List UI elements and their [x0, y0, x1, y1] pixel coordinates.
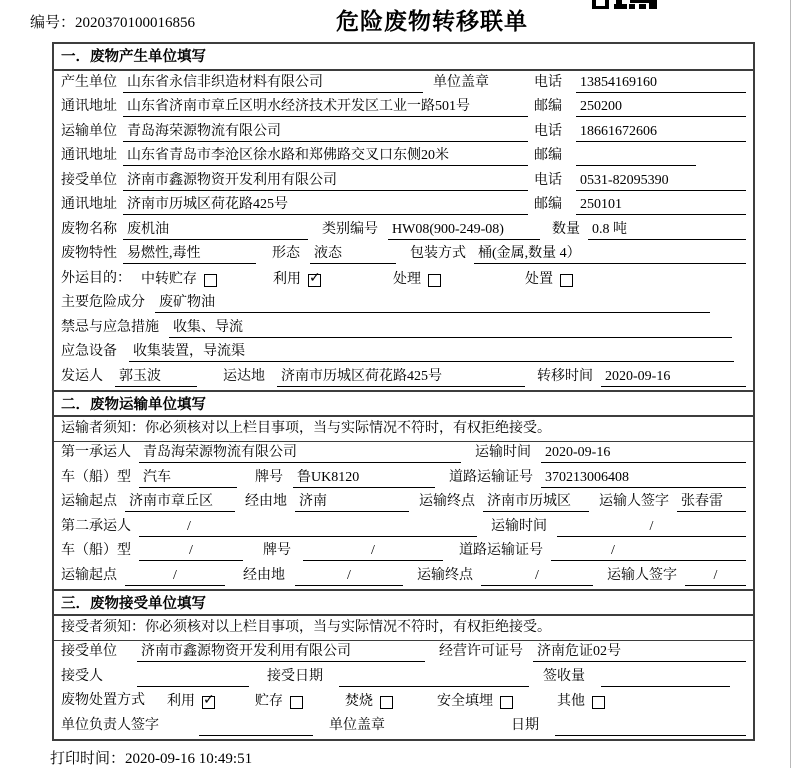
- carrier-signature-label: 运输人签字: [607, 567, 677, 583]
- route-start-label: 运输起点: [61, 494, 117, 509]
- transport-unit-value: 青岛海荣源物流有限公司: [123, 123, 528, 142]
- checkbox-icon: [428, 274, 441, 287]
- transport-time-value: /: [557, 518, 746, 537]
- dispatcher-label: 发运人: [61, 368, 103, 384]
- disposal-option-landfill: [437, 690, 513, 711]
- option-label: 安全填埋: [437, 694, 493, 709]
- responsible-signature-value: [199, 718, 313, 736]
- vehicle-type-value: /: [139, 542, 243, 561]
- transfer-time-label: 转移时间: [537, 368, 593, 384]
- hazard-component-row: [54, 292, 753, 317]
- received-amount-value: [601, 669, 730, 687]
- address-label: 通讯地址: [61, 148, 117, 163]
- first-carrier-row: [54, 442, 753, 467]
- responsible-signature-row: [54, 714, 753, 739]
- checkbox-icon: [380, 696, 393, 709]
- license-number-value: 济南危证02号: [533, 643, 746, 662]
- waste-traits-label: 废物特性: [61, 246, 117, 261]
- receiver-notice: 接受者须知：你必须核对以上栏目事项，当与实际情况不符时，有权拒绝接受。: [54, 616, 753, 641]
- option-label: 利用: [167, 694, 195, 709]
- purpose-option-dispose: [525, 268, 573, 289]
- producer-address-value: 山东省济南市章丘区明水经济技术开发区工业一路501号: [123, 98, 528, 117]
- emergency-measures-value: 收集、导流: [169, 319, 732, 338]
- print-time-label: 打印时间：: [50, 751, 126, 767]
- serial-label: 编号：: [30, 15, 76, 31]
- waste-traits-value: 易燃性,毒性: [123, 245, 256, 264]
- emergency-measures-label: 禁忌与应急措施: [61, 319, 159, 335]
- unit-seal-label: 单位盖章: [329, 717, 385, 733]
- route-end-label: 运输终点: [417, 567, 473, 583]
- purpose-option-treat: [393, 268, 441, 289]
- route-via-value: 济南: [295, 493, 409, 512]
- emergency-measures-row: [54, 316, 753, 341]
- transfer-time-value: 2020-09-16: [601, 368, 746, 387]
- print-time-value: 2020-09-16 10:49:51: [125, 751, 253, 767]
- section-1-heading: 一．废物产生单位填写: [54, 44, 753, 71]
- checkbox-icon: [592, 696, 605, 709]
- waste-name-value: 废机油: [123, 221, 308, 240]
- license-number-label: 经营许可证号: [439, 644, 523, 659]
- disposal-method-label: 废物处置方式: [61, 693, 145, 708]
- page-right-edge: [790, 0, 791, 768]
- transporter-notice: 运输者须知：你必须核对以上栏目事项，当与实际情况不符时，有权拒绝接受。: [54, 417, 753, 442]
- disposal-option-other: [557, 690, 605, 711]
- route-start-value: /: [125, 567, 225, 586]
- hazard-component-label: 主要危险成分: [61, 295, 145, 310]
- destination-value: 济南市历城区荷花路425号: [277, 368, 525, 387]
- accept-date-value: [339, 669, 529, 687]
- option-label: 贮存: [255, 694, 283, 709]
- received-amount-label: 签收量: [543, 668, 585, 684]
- route-end-value: /: [481, 567, 593, 586]
- section-2-heading: 二．废物运输单位填写: [54, 390, 753, 417]
- responsible-signature-label: 单位负责人签字: [61, 717, 159, 733]
- producer-address-row: [54, 96, 753, 121]
- serial-number: [30, 11, 195, 32]
- qr-code-fragment-icon: [592, 0, 658, 10]
- receiver-unit-row: [54, 169, 753, 194]
- carrier-signature-value: /: [685, 567, 746, 586]
- checkbox-icon: [290, 696, 303, 709]
- purpose-option-transit: [141, 268, 217, 289]
- acceptor-row: [54, 665, 753, 690]
- disposal-option-reuse: [167, 690, 215, 711]
- option-label: 处理: [393, 271, 421, 287]
- plate-number-value: /: [303, 542, 443, 561]
- packaging-value: 桶(金属,数量 4）: [474, 245, 746, 264]
- section-3-heading: 三．废物接受单位填写: [54, 589, 753, 616]
- producer-unit-value: 山东省永信非织造材料有限公司: [123, 74, 423, 93]
- waste-name-label: 废物名称: [61, 221, 117, 237]
- address-label: 通讯地址: [61, 99, 117, 114]
- disposal-option-storage: [255, 690, 303, 711]
- category-code-label: 类别编号: [322, 221, 378, 237]
- producer-zip-value: 250200: [576, 98, 746, 117]
- transport-time-label: 运输时间: [491, 518, 547, 534]
- zip-label: 邮编: [534, 197, 562, 212]
- accept-date-label: 接受日期: [267, 668, 323, 684]
- route-row-1: [54, 491, 753, 516]
- sign-date-value: [555, 718, 746, 736]
- vehicle-row-1: [54, 466, 753, 491]
- second-carrier-value: /: [139, 518, 477, 537]
- vehicle-row-2: [54, 540, 753, 565]
- option-label: 中转贮存: [141, 271, 197, 287]
- page-title: 危险废物转移联单: [336, 8, 528, 34]
- receiver-phone-value: 0531-82095390: [576, 172, 746, 191]
- quantity-label: 数量: [552, 221, 580, 237]
- checkbox-checked-icon: ✓: [203, 692, 215, 708]
- route-via-label: 经由地: [245, 494, 287, 509]
- road-permit-label: 道路运输证号: [449, 469, 533, 485]
- vehicle-type-value: 汽车: [139, 469, 237, 488]
- second-carrier-row: [54, 515, 753, 540]
- second-carrier-label: 第二承运人: [61, 518, 131, 534]
- route-end-label: 运输终点: [419, 494, 475, 509]
- plate-number-value: 鲁UK8120: [293, 469, 435, 488]
- unit-seal-label: 单位盖章: [433, 74, 489, 90]
- option-label: 处置: [525, 271, 553, 287]
- checkbox-checked-icon: ✓: [309, 269, 321, 286]
- zip-label: 邮编: [534, 148, 562, 163]
- transporter-address-row: [54, 145, 753, 170]
- transporter-zip-value: [576, 148, 696, 166]
- first-carrier-value: 青岛海荣源物流有限公司: [139, 444, 461, 463]
- address-label: 通讯地址: [61, 197, 117, 212]
- route-via-label: 经由地: [243, 567, 285, 583]
- carrier-signature-value: 张春雷: [677, 493, 746, 512]
- manifest-form-table: [52, 42, 755, 741]
- phone-label: 电话: [534, 74, 562, 90]
- phone-label: 电话: [534, 123, 562, 139]
- checkbox-icon: [560, 274, 573, 287]
- packaging-label: 包装方式: [410, 246, 466, 261]
- emergency-equipment-value: 收集装置，导流渠: [129, 343, 734, 362]
- route-row-2: [54, 564, 753, 589]
- physical-form-label: 形态: [272, 246, 300, 261]
- transfer-purpose-row: [54, 267, 753, 292]
- quantity-value: 0.8 吨: [588, 221, 746, 240]
- dispatcher-value: 郭玉波: [115, 368, 197, 387]
- serial-value: 2020370100016856: [75, 15, 196, 31]
- transporter-address-value: 山东省青岛市李沧区徐水路和郑佛路交叉口东侧20米: [123, 147, 528, 166]
- transport-unit-row: [54, 120, 753, 145]
- route-start-label: 运输起点: [61, 567, 117, 583]
- road-permit-value: /: [551, 542, 746, 561]
- plate-number-label: 牌号: [255, 469, 283, 485]
- road-permit-value: 370213006408: [541, 469, 746, 488]
- disposal-option-incinerate: [345, 690, 393, 711]
- dispatch-row: [54, 365, 753, 390]
- checkbox-icon: [500, 696, 513, 709]
- route-via-value: /: [295, 567, 403, 586]
- receiver-unit-value: 济南市鑫源物资开发利用有限公司: [123, 172, 528, 191]
- category-code-value: HW08(900-249-08): [388, 221, 540, 240]
- emergency-equipment-row: [54, 341, 753, 366]
- receiver-address-value: 济南市历城区荷花路425号: [123, 196, 528, 215]
- hazard-component-value: 废矿物油: [155, 294, 710, 313]
- sign-date-label: 日期: [511, 717, 539, 733]
- transport-time-value: 2020-09-16: [541, 444, 746, 463]
- option-label: 利用: [273, 271, 301, 287]
- producer-unit-row: [54, 71, 753, 96]
- route-end-value: 济南市历城区: [483, 493, 589, 512]
- zip-label: 邮编: [534, 99, 562, 114]
- transport-time-label: 运输时间: [475, 445, 531, 460]
- first-carrier-label: 第一承运人: [61, 445, 131, 460]
- receiver-address-row: [54, 194, 753, 219]
- waste-traits-row: [54, 243, 753, 268]
- purpose-option-reuse: [273, 268, 321, 289]
- transporter-phone-value: 18661672606: [576, 123, 746, 142]
- receiver-zip-value: 250101: [576, 196, 746, 215]
- destination-label: 运达地: [223, 368, 265, 384]
- transport-unit-label: 运输单位: [61, 123, 117, 139]
- transfer-purpose-label: 外运目的：: [61, 270, 131, 286]
- road-permit-label: 道路运输证号: [459, 543, 543, 558]
- plate-number-label: 牌号: [263, 543, 291, 558]
- acceptor-value: [137, 669, 249, 687]
- acceptor-label: 接受人: [61, 668, 103, 684]
- producer-phone-value: 13854169160: [576, 74, 746, 93]
- option-label: 其他: [557, 694, 585, 709]
- vehicle-type-label: 车（船）型: [61, 469, 131, 485]
- vehicle-type-label: 车（船）型: [61, 543, 131, 558]
- route-start-value: 济南市章丘区: [125, 493, 235, 512]
- accepting-unit-row: [54, 641, 753, 666]
- producer-unit-label: 产生单位: [61, 74, 117, 90]
- accepting-unit-label: 接受单位: [61, 644, 117, 659]
- physical-form-value: 液态: [310, 245, 396, 264]
- waste-name-row: [54, 218, 753, 243]
- disposal-method-row: [54, 690, 753, 715]
- checkbox-icon: [204, 274, 217, 287]
- option-label: 焚烧: [345, 694, 373, 709]
- accepting-unit-value: 济南市鑫源物资开发利用有限公司: [137, 643, 425, 662]
- receiver-unit-label: 接受单位: [61, 172, 117, 188]
- emergency-equipment-label: 应急设备: [61, 344, 117, 359]
- carrier-signature-label: 运输人签字: [599, 494, 669, 509]
- print-time: [50, 747, 252, 768]
- phone-label: 电话: [534, 172, 562, 188]
